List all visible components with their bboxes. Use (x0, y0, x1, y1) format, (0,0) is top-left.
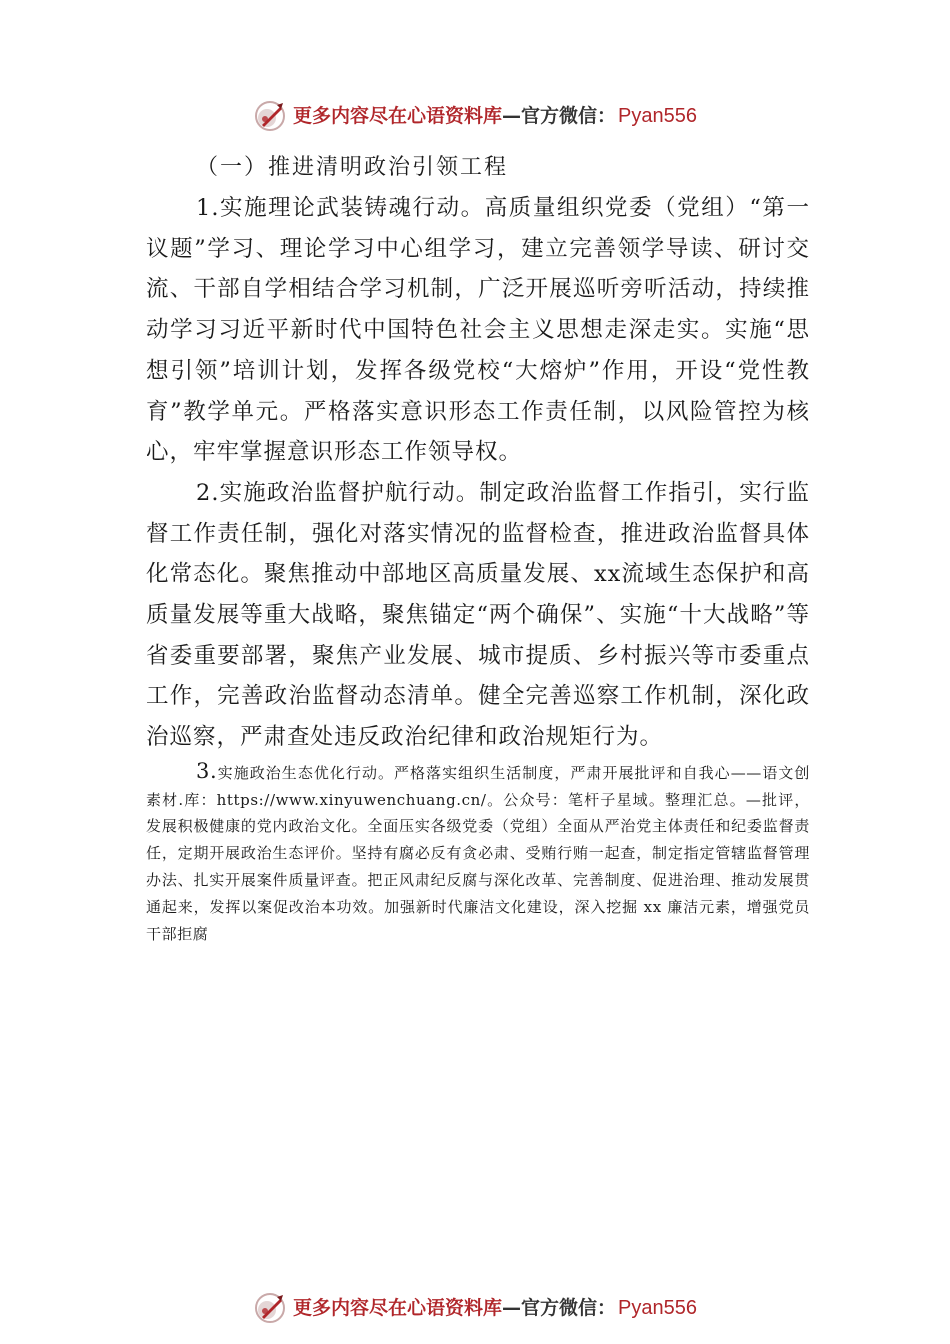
paragraph-1: 1.实施理论武装铸魂行动。高质量组织党委（党组）“第一议题”学习、理论学习中心组学习，建立完善领学导读、研讨交流、干部自学相结合学习机制，广泛开展巡听旁听活动，持续推动学习习近平新时代中国特色社会主义思想走深走实。实施“思想引领”培训计划，发挥各级党校“大熔炉”作用，开设“党性教育”教学单元。严格落实意识形态工作责任制，以风险管控为核心，牢牢掌握意识形态工作领导权。 (146, 195, 810, 466)
section-heading: （一）推进清明政治引领工程 (196, 155, 509, 180)
banner-official-text: —官方微信： (502, 1296, 617, 1319)
banner-wechat-id: Pyan556 (618, 1297, 697, 1319)
header-banner (0, 96, 950, 136)
paragraph-3-text: 实施政治生态优化行动。严格落实组织生活制度，严肃开展批评和自我心——语文创素材.库：https://www.xinyuwenchuang.cn/。公众号：笔杆子星域。整理汇总。—批评，发展积极健康的党内政治文化。全面压实各级党委（党组）全面从严治党主体责任和纪委监督责任，定期开展政治生态评价。坚持有腐必反有贪必肃、受贿行贿一起查，制定指定管辖监督管理办法、扎实开展案件质量评查。把正风肃纪反腐与深化改革、完善制度、促进治理、推动发展贯通起来，发挥以案促改治本功效。加强新时代廉洁文化建设，深入挖掘 xx 廉洁元素，增强党员干部拒腐 (146, 763, 810, 943)
banner-text (293, 106, 697, 126)
banner-main-text: 更多内容尽在心语资料库 (293, 104, 503, 127)
document-body (146, 148, 810, 947)
banner-wechat-id: Pyan556 (618, 105, 697, 127)
banner-text (293, 1298, 697, 1318)
footer-banner (0, 1288, 950, 1328)
banner-main-text: 更多内容尽在心语资料库 (293, 1296, 503, 1319)
paragraph-2: 2.实施政治监督护航行动。制定政治监督工作指引，实行监督工作责任制，强化对落实情况的监督检查，推进政治监督具体化常态化。聚焦推动中部地区高质量发展、xx流域生态保护和高质量发展等重大战略，聚焦锚定“两个确保”、实施“十大战略”等省委重要部署，聚焦产业发展、城市提质、乡村振兴等市委重点工作，完善政治监督动态清单。健全完善巡察工作机制，深化政治巡察，严肃查处违反政治纪律和政治规矩行为。 (146, 479, 810, 751)
paragraph-3-number: 3. (196, 758, 218, 783)
pen-logo-icon (253, 1291, 287, 1325)
banner-official-text: —官方微信： (502, 104, 617, 127)
paragraph-3 (146, 758, 810, 948)
pen-logo-icon (253, 99, 287, 133)
